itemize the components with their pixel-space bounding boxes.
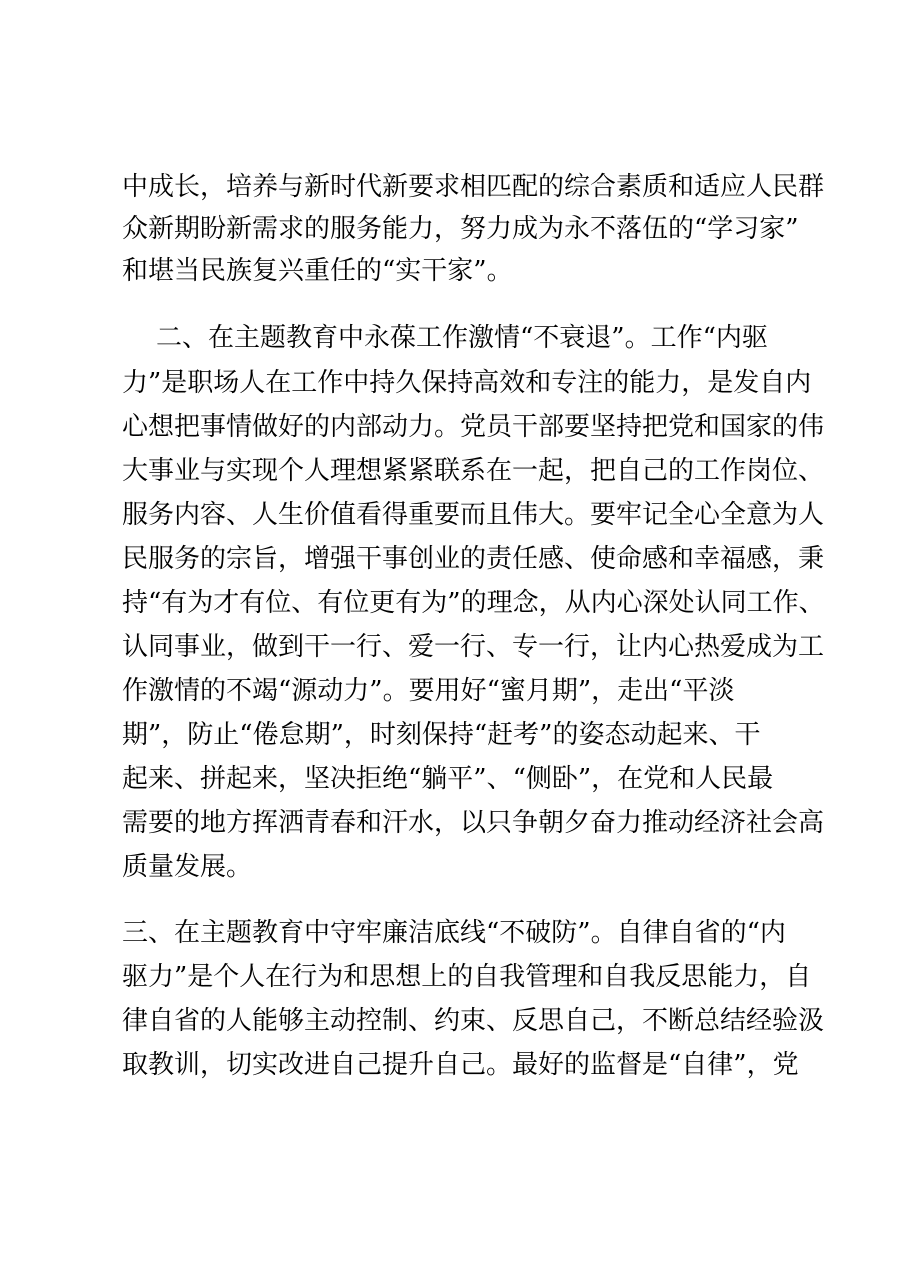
text-line: 和堪当民族复兴重任的“实干家”。	[122, 256, 513, 286]
text-line: 驱力”是个人在行为和思想上的自我管理和自我反思能力，自	[122, 962, 812, 992]
text-line: 取教训，切实改进自己提升自己。最好的监督是“自律”，党	[122, 1050, 799, 1080]
text-line: 中成长，培养与新时代新要求相匹配的综合素质和适应人民群	[122, 172, 825, 202]
text-line: 服务内容、人生价值看得重要而且伟大。要牢记全心全意为人	[122, 500, 825, 530]
text-line: 质量发展。	[122, 852, 253, 882]
section-heading-line: 二、在主题教育中永葆工作激情“不衰退”。工作“内驱	[156, 323, 768, 353]
text-line: 大事业与实现个人理想紧紧联系在一起，把自己的工作岗位、	[122, 456, 825, 486]
text-line: 民服务的宗旨，增强干事创业的责任感、使命感和幸福感，秉	[122, 544, 825, 574]
text-line: 持“有为才有位、有位更有为”的理念，从内心深处认同工作、	[122, 588, 825, 618]
text-line: 作激情的不竭“源动力”。要用好“蜜月期”，走出“平淡	[122, 676, 735, 706]
text-line: 需要的地方挥洒青春和汗水，以只争朝夕奋力推动经济社会高	[122, 808, 825, 838]
text-line: 众新期盼新需求的服务能力，努力成为永不落伍的“学习家”	[122, 214, 799, 244]
text-line: 心想把事情做好的内部动力。党员干部要坚持把党和国家的伟	[122, 412, 825, 442]
section-heading-line: 三、在主题教育中守牢廉洁底线“不破防”。自律自省的“内	[122, 918, 786, 948]
text-line: 律自省的人能够主动控制、约束、反思自己，不断总结经验汲	[122, 1006, 825, 1036]
text-line: 认同事业，做到干一行、爱一行、专一行，让内心热爱成为工	[122, 632, 825, 662]
text-line: 期”，防止“倦怠期”，时刻保持“赶考”的姿态动起来、干	[122, 720, 761, 750]
text-line: 起来、拼起来，坚决拒绝“躺平”、“侧卧”，在党和人民最	[122, 764, 774, 794]
text-line: 力”是职场人在工作中持久保持高效和专注的能力，是发自内	[122, 368, 812, 398]
